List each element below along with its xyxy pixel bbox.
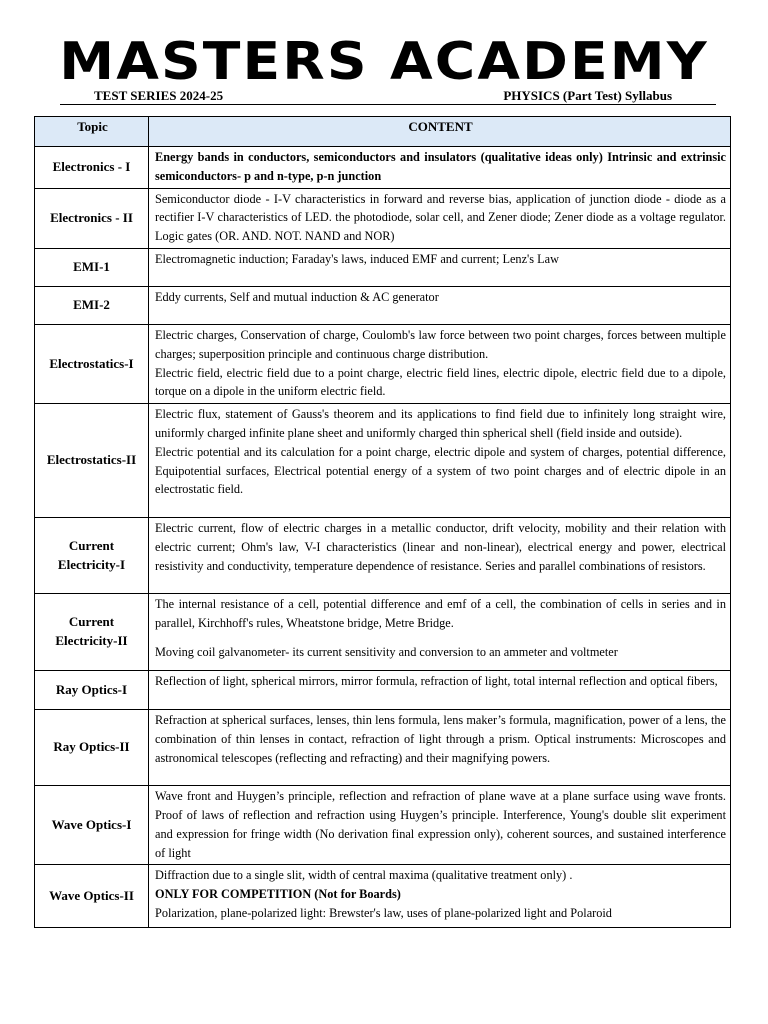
content-cell — [149, 671, 731, 710]
topic-cell: Electronics - I — [35, 147, 149, 189]
topic-cell: Electrostatics-I — [35, 324, 149, 403]
content-cell — [149, 248, 731, 286]
content-paragraph: Semiconductor diode - I-V characteristics in forward and reverse bias, application of junction diode - diode as a rectifier I-V characteristics of LED. the photodiode, solar cell, and Zener diode; Zener diode as a voltage regulator. Logic gates (OR. AND. NOT. NAND and NOR) — [155, 191, 726, 244]
topic-cell: Current Electricity-I — [35, 518, 149, 594]
topic-cell: Ray Optics-I — [35, 671, 149, 710]
table-row — [35, 710, 731, 786]
content-cell — [149, 324, 731, 403]
table-row — [35, 404, 731, 518]
content-paragraph: Electromagnetic induction; Faraday's laws, induced EMF and current; Lenz's Law — [155, 251, 559, 266]
content-cell — [149, 594, 731, 671]
content-paragraph: Wave front and Huygen’s principle, reflection and refraction of plane wave at a plane surface using wave fronts. Proof of laws of reflection and refraction using Huygen’s principle. Interference, Young's double slit experiment and expression for fringe width (No derivation final expression only), coherent sources, and sustained interference of light — [155, 789, 726, 860]
content-cell — [149, 518, 731, 594]
table-row — [35, 594, 731, 671]
content-paragraph: Moving coil galvanometer- its current sensitivity and conversion to an ammeter and voltmeter — [155, 644, 618, 659]
column-header-topic: Topic — [35, 117, 149, 147]
content-cell — [149, 147, 731, 189]
content-cell — [149, 404, 731, 518]
content-paragraph: Diffraction due to a single slit, width of central maxima (qualitative treatment only) . — [155, 868, 573, 883]
topic-cell: Ray Optics-II — [35, 710, 149, 786]
competition-note: ONLY FOR COMPETITION (Not for Boards) — [155, 887, 401, 902]
table-header-row — [35, 117, 731, 147]
table-row — [35, 786, 731, 865]
topic-cell: Current Electricity-II — [35, 594, 149, 671]
table-row — [35, 188, 731, 248]
content-paragraph: Electric field, electric field due to a point charge, electric field lines, electric dipole, electric field due to a dipole, torque on a dipole in the uniform electric field. — [155, 365, 726, 399]
content-paragraph: Electric charges, Conservation of charge, Coulomb's law force between two point charges, forces between multiple charges; superposition principle and continuous charge distribution. — [155, 327, 726, 361]
table-row — [35, 248, 731, 286]
content-cell — [149, 188, 731, 248]
content-paragraph: Electric potential and its calculation for a point charge, electric dipole and system of charges, potential difference, Equipotential surfaces, Electrical potential energy of a system of two point charges and of electric dipole in an electrostatic field. — [155, 444, 726, 497]
content-paragraph: Reflection of light, spherical mirrors, mirror formula, refraction of light, total internal reflection and optical fibers, — [155, 674, 718, 689]
table-row — [35, 286, 731, 324]
content-paragraph: Refraction at spherical surfaces, lenses, thin lens formula, lens maker’s formula, magnification, power of a lens, the combination of thin lenses in contact, refraction of light through a prism. Optical instruments: Microscopes and astronomical telescopes (reflecting and refracting) and their magnifying powers. — [155, 713, 726, 765]
content-paragraph: Electric current, flow of electric charges in a metallic conductor, drift velocity, mobility and their relation with electric current; Ohm's law, V-I characteristics (linear and non-linear), electrical energy and power, electrical resistivity and conductivity, temperature dependence of resistance. Series and parallel combinations of resistors. — [155, 521, 726, 573]
topic-cell: Electrostatics-II — [35, 404, 149, 518]
table-row — [35, 324, 731, 403]
content-paragraph: Eddy currents, Self and mutual induction & AC generator — [155, 289, 439, 304]
topic-cell: Wave Optics-I — [35, 786, 149, 865]
topic-cell: EMI-1 — [35, 248, 149, 286]
content-paragraph: Polarization, plane-polarized light: Brewster's law, uses of plane-polarized light and Polaroid — [155, 905, 612, 920]
subheader-bar — [60, 88, 716, 105]
table-row — [35, 147, 731, 189]
test-series-label: TEST SERIES 2024-25 — [94, 88, 224, 103]
topic-cell: EMI-2 — [35, 286, 149, 324]
academy-title: MASTERS ACADEMY — [59, 32, 709, 92]
content-cell — [149, 286, 731, 324]
subject-label: PHYSICS (Part Test) Syllabus — [503, 88, 672, 103]
table-row — [35, 518, 731, 594]
content-paragraph: Energy bands in conductors, semiconductors and insulators (qualitative ideas only) Intrinsic and extrinsic semiconductors- p and n-type, p-n junction — [155, 150, 726, 183]
column-header-content: CONTENT — [149, 117, 731, 147]
content-cell — [149, 786, 731, 865]
content-paragraph: Electric flux, statement of Gauss's theorem and its applications to find field due to infinitely long straight wire, uniformly charged infinite plane sheet and uniformly charged thin spherical shell (field inside and outside). — [155, 407, 726, 440]
topic-cell: Electronics - II — [35, 188, 149, 248]
table-row — [35, 865, 731, 928]
topic-cell: Wave Optics-II — [35, 865, 149, 928]
content-cell — [149, 865, 731, 928]
content-cell — [149, 710, 731, 786]
syllabus-table — [34, 116, 731, 928]
table-row — [35, 671, 731, 710]
content-paragraph: The internal resistance of a cell, potential difference and emf of a cell, the combination of cells in series and in parallel, Kirchhoff's rules, Wheatstone bridge, Metre Bridge. — [155, 597, 726, 630]
